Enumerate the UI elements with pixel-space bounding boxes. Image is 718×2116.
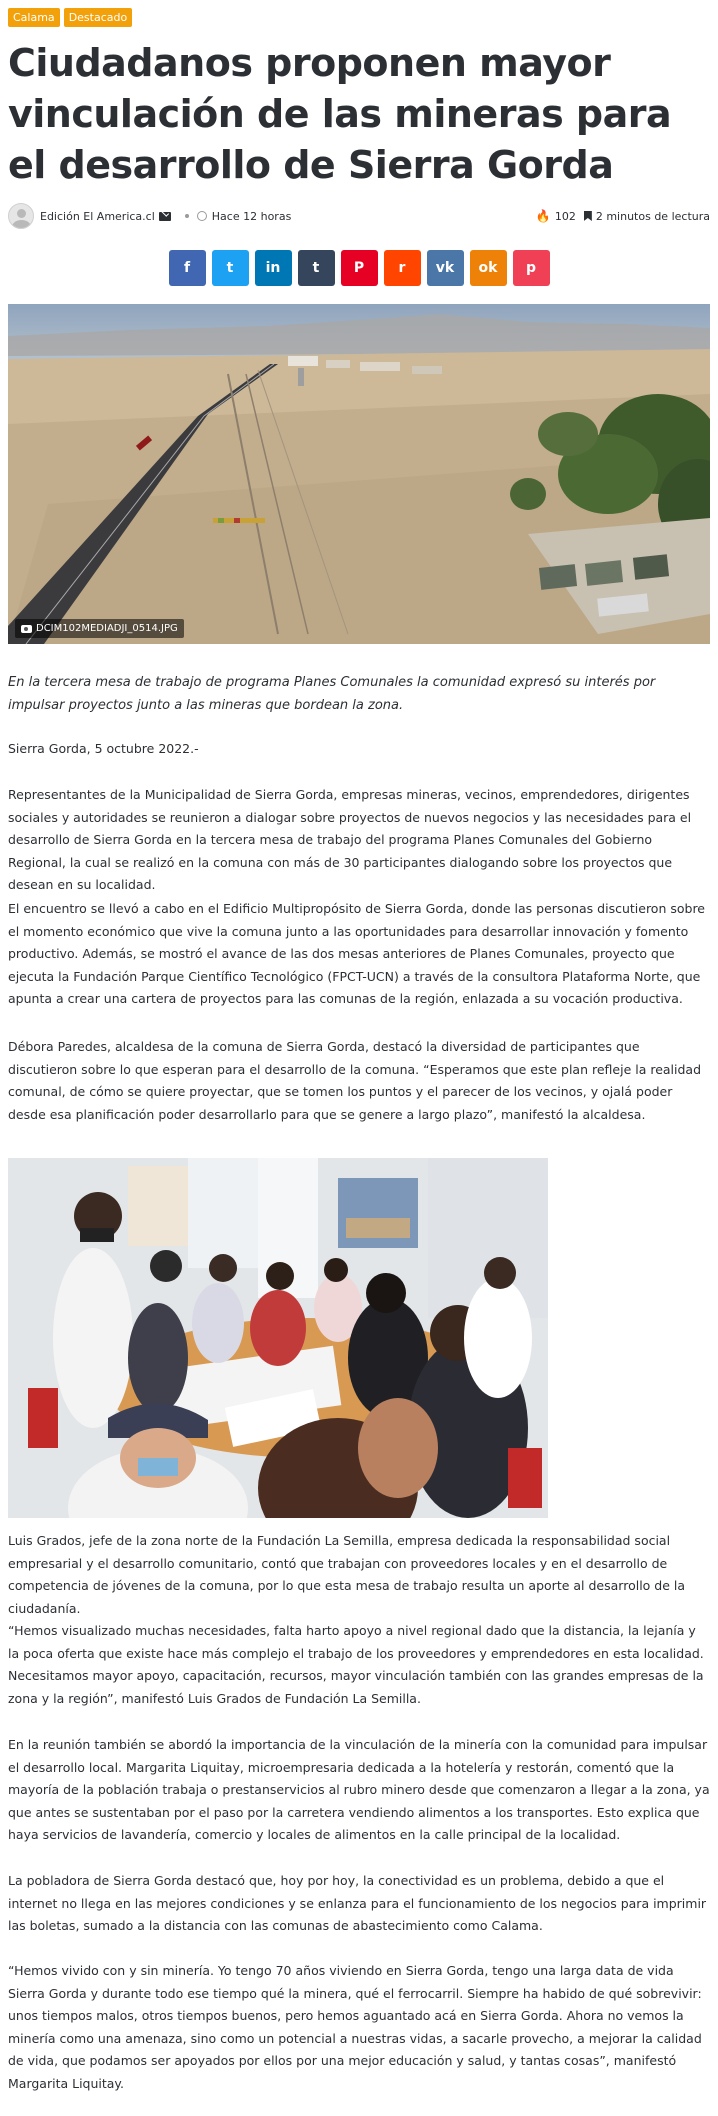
share-twitter-button[interactable] [212,250,249,286]
read-time: 2 minutos de lectura [595,209,710,223]
article-title: Ciudadanos proponen mayor vinculación de las mineras para el desarrollo de Sierra Gorda [8,41,672,187]
hero-aerial-photo [8,304,710,644]
article-lead: En la tercera mesa de trabajo de programa Planes Comunales la comunidad expresó su interés por impulsar proyectos junto a las mineras que bordean la zona. [8,675,656,713]
twitter-icon: t [226,260,234,276]
meeting-photo-image [8,1158,548,1518]
share-linkedin-button[interactable] [255,250,292,286]
reddit-icon: r [398,260,406,276]
category-tag-destacado[interactable]: Destacado [64,8,133,27]
share-odnoklassniki-button[interactable] [470,250,507,286]
category-tag-calama[interactable]: Calama [8,8,60,27]
article-dateline: Sierra Gorda, 5 octubre 2022.- [8,741,199,756]
clock-icon [197,211,207,221]
tumblr-icon: t [312,260,320,276]
view-count: 102 [554,209,576,223]
share-tumblr-button[interactable] [298,250,335,286]
image-caption-text: DCIM102MEDIADJI_0514.JPG [36,623,178,634]
share-buttons [0,250,718,286]
bookmark-icon [584,211,592,221]
article-paragraph: “Hemos visualizado muchas necesidades, falta harto apoyo a nivel regional dado que la distancia, la lejanía y la poca oferta que existe hace más complejo el trabajo de los proveedores y emprendedores en esta localidad. Necesitamos mayor apoyo, capacitación, recursos, mayor vinculación también con las grandes empresas de la zona y la región”, manifestó Luis Grados de Fundación La Semilla. [8,1623,704,1706]
fire-icon: 🔥 [535,209,551,223]
article-paragraph: El encuentro se llevó a cabo en el Edificio Multipropósito de Sierra Gorda, donde las personas discutieron sobre el momento económico que vive la comuna junto a las oportunidades para desarrollar innovación y fomento productivo. Además, se mostró el avance de las dos mesas anteriores de Planes Comunales, proyecto que ejecuta la Fundación Parque Científico Tecnológico (FPCT-UCN) a través de la consultora Plataforma Norte, que apunta a crear una cartera de proyectos para las comunas de la región, enlazada a su vocación productiva. [8,901,705,1006]
meeting-photo [8,1158,548,1518]
linkedin-icon: in [265,260,281,276]
article-paragraph: La pobladora de Sierra Gorda destacó que, hoy por hoy, la conectividad es un problema, debido a que el internet no llega en las mejores condiciones y se enlanza para el funcionamiento de los negocios para imprimir las boletas, sumado a la distancia con las comunas de abastecimiento como Calama. [8,1873,707,1933]
article-paragraph: Débora Paredes, alcaldesa de la comuna de Sierra Gorda, destacó la diversidad de participantes que discutieron sobre lo que esperan para el desarrollo de la comuna. “Esperamos que este plan refleje la realidad comunal, de cómo se quiere proyectar, que se tomen los puntos y el parecer de los vecinos, y ojalá poder desde esa planificación poder desarrollarlo para que se genere a largo plazo”, manifestó la alcaldesa. [8,1039,702,1122]
post-meta [8,201,710,231]
share-reddit-button[interactable] [384,250,421,286]
post-time: Hace 12 horas [211,209,292,223]
vk-icon: vk [435,260,455,276]
category-tags [8,8,132,27]
article-paragraph: Representantes de la Municipalidad de Sierra Gorda, empresas mineras, vecinos, emprendedores, dirigentes sociales y autoridades se reunieron a dialogar sobre proyectos de nuevos negocios y las necesidades para el desarrollo de Sierra Gorda en la tercera mesa de trabajo del programa Planes Comunales del Gobierno Regional, la cual se realizó en la comuna con más de 30 participantes dialogando sobre los proyectos que desean en su localidad. [8,787,692,892]
share-pinterest-button[interactable] [341,250,378,286]
share-vk-button[interactable] [427,250,464,286]
separator-dot [185,214,189,218]
pinterest-icon: P [353,260,365,276]
share-facebook-button[interactable] [169,250,206,286]
pocket-icon: p [525,260,537,276]
hero-image [8,304,710,644]
author-avatar[interactable] [8,203,34,229]
share-pocket-button[interactable] [513,250,550,286]
facebook-icon: f [183,260,191,276]
camera-icon [21,625,32,633]
author-link[interactable]: Edición El America.cl [40,209,155,223]
article-paragraph: En la reunión también se abordó la importancia de la vinculación de la minería con la comunidad para impulsar el desarrollo local. Margarita Liquitay, microempresaria dedicada a la hotelería y restorán, comentó que la mayoría de la población trabaja o prestanservicios al rubro minero desde que comenzaron a llegar a la zona, ya que antes se sustentaban por el paso por la carretera vendiendo alimentos a los transportes. Esto explica que haya servicios de lavandería, comercio y locales de alimentos en la calle principal de la localidad. [8,1737,710,1842]
article-paragraph: “Hemos vivido con y sin minería. Yo tengo 70 años viviendo en Sierra Gorda, tengo una larga data de vida Sierra Gorda y durante todo ese tiempo qué la minera, qué el ferrocarril. Siempre ha habido de qué sobrevivir: unos tiempos malos, otros tiempos buenos, pero hemos aguantado acá en Sierra Gorda. Ahora no vemos la minería como una amenaza, sino como un potencial a nuestras vidas, a sacarle provecho, a mejorar la calidad de vida, que podamos ser apoyados por ellos por una mejor educación y salud, y tantas cosas”, manifestó Margarita Liquitay. [8,1963,702,2091]
article-paragraph: Luis Grados, jefe de la zona norte de la Fundación La Semilla, empresa dedicada la responsabilidad social empresarial y el desarrollo comunitario, contó que trabajan con proveedores locales y en el desarrollo de competencia de jóvenes de la comuna, por lo que esta mesa de trabajo resulta un aporte al desarrollo de la ciudadanía. [8,1533,686,1616]
mail-icon[interactable] [159,212,171,221]
odnoklassniki-icon: ok [478,260,498,276]
image-caption [15,619,184,638]
